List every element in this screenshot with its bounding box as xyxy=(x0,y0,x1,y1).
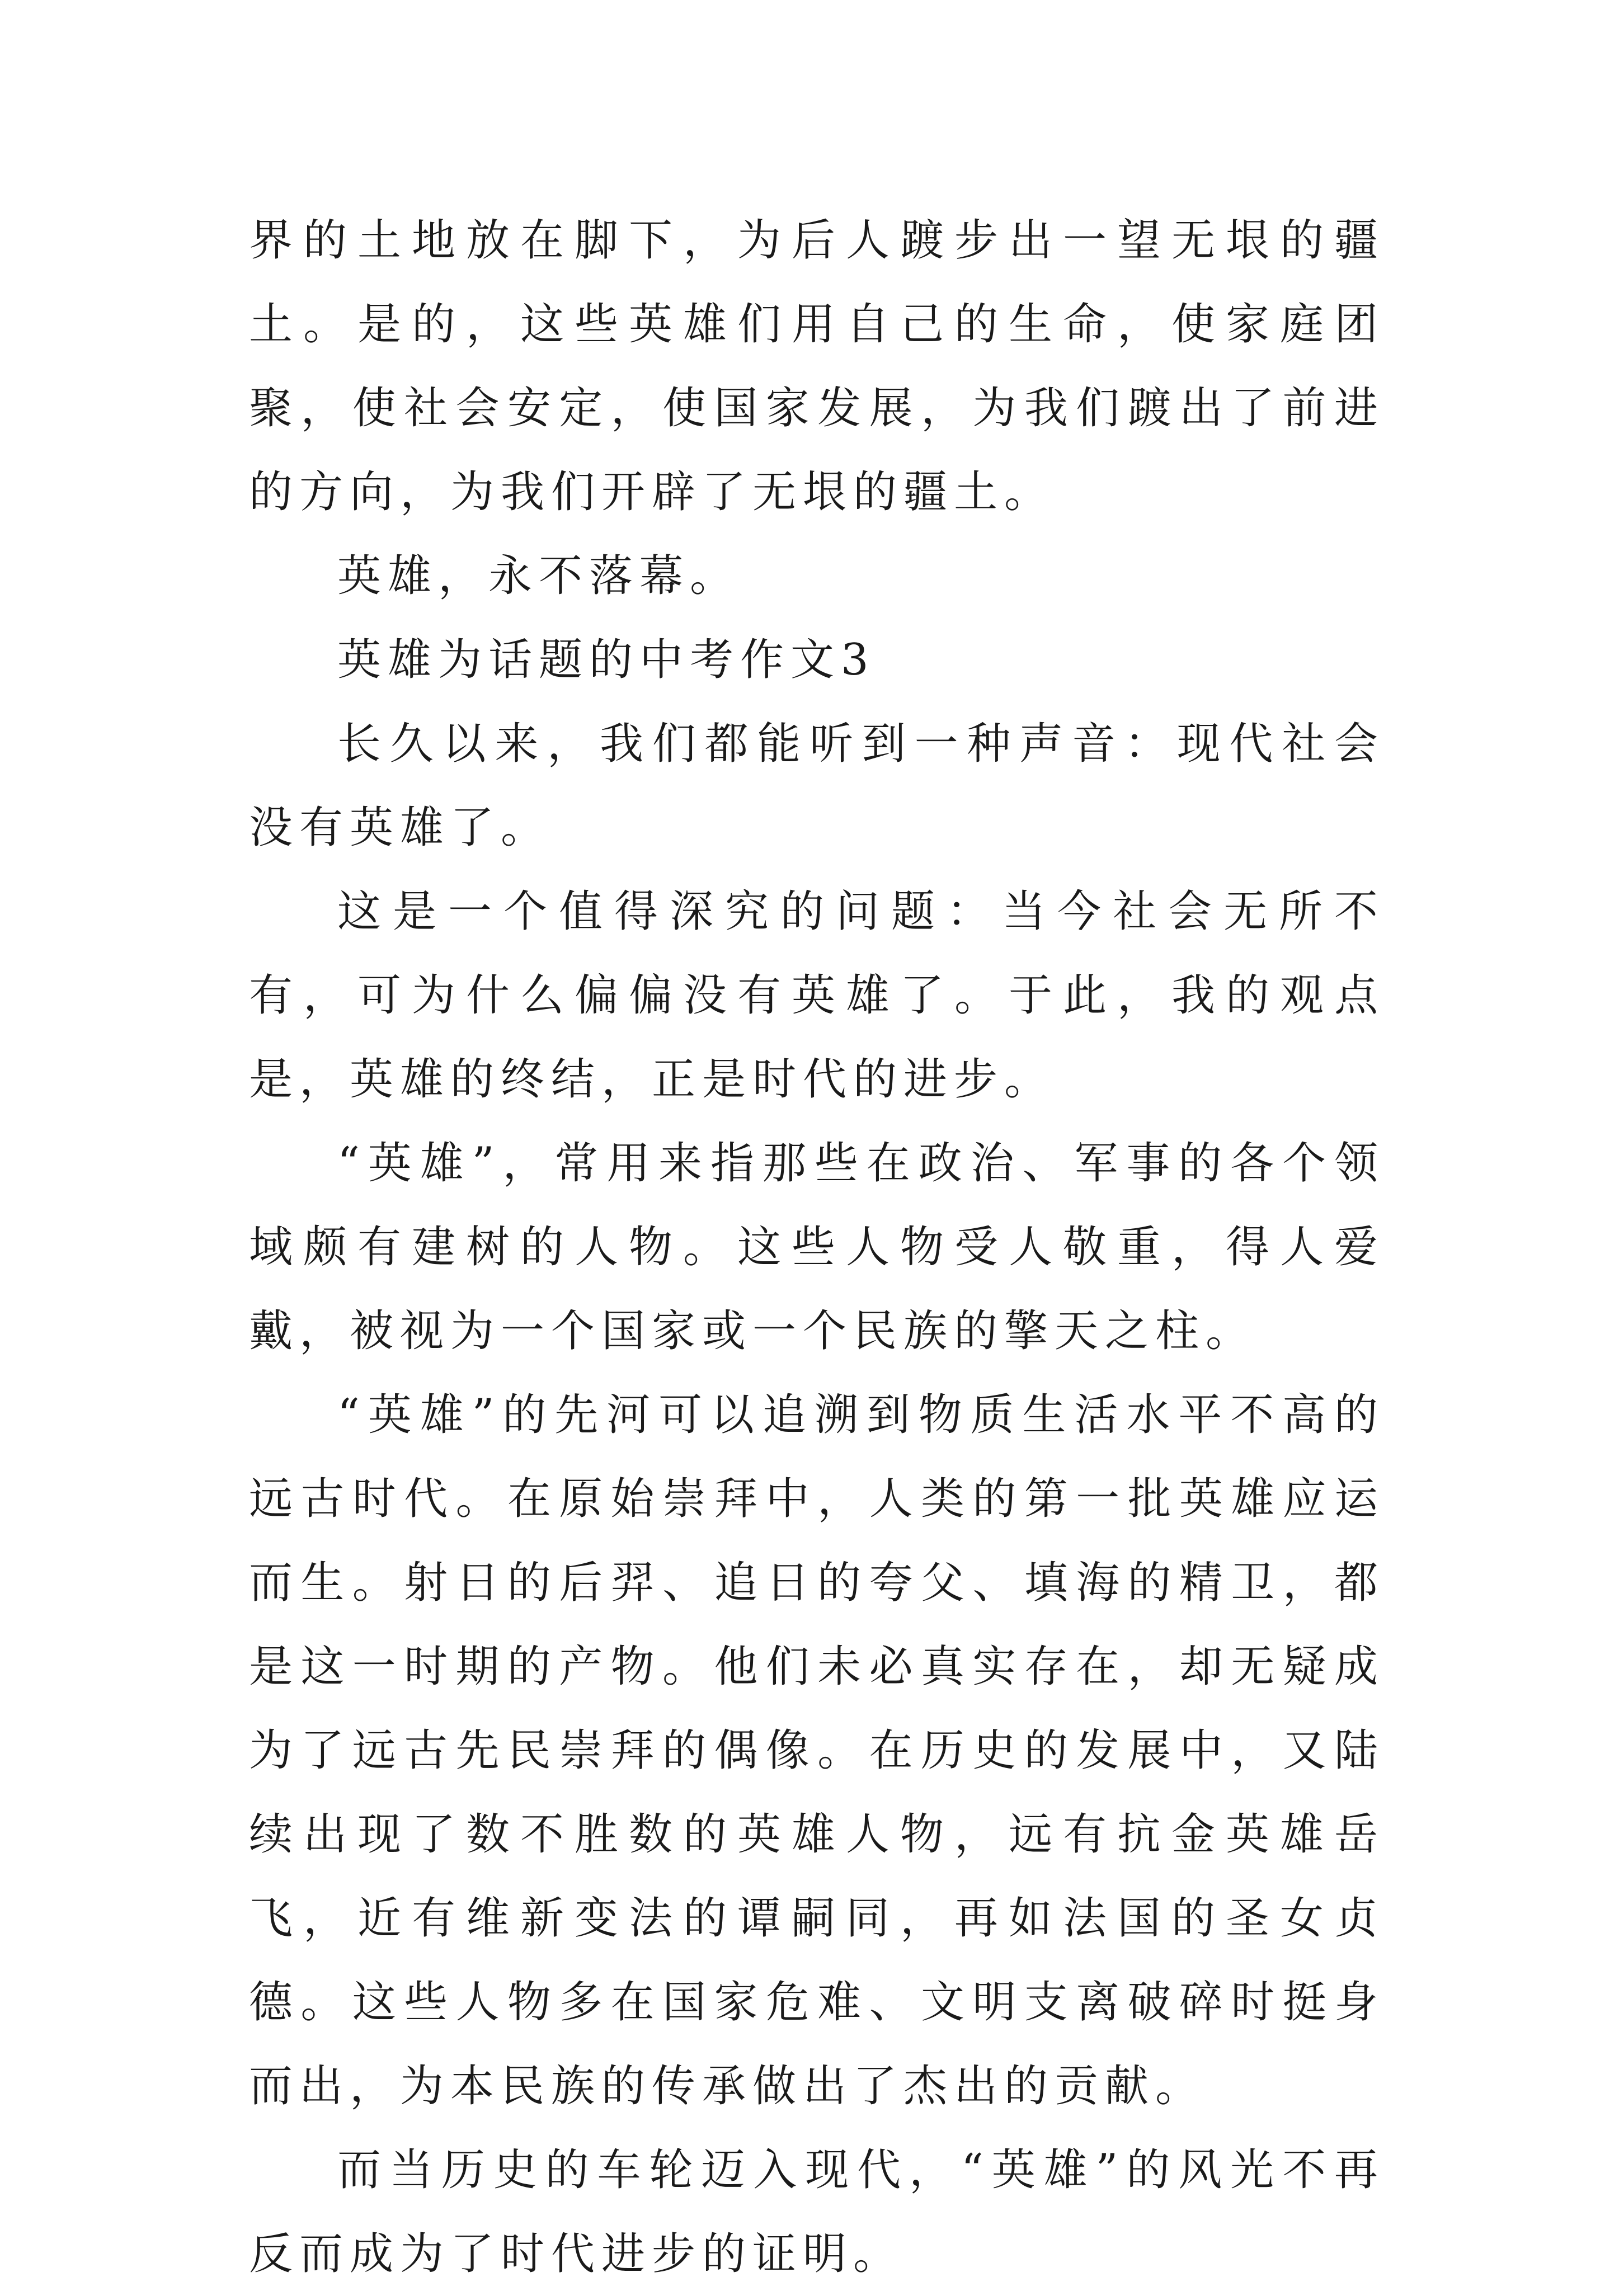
paragraph-1: 界的土地放在脚下，为后人踱步出一望无垠的疆土。是的，这些英雄们用自己的生命，使家庭团聚，使社会安定，使国家发展，为我们踱出了前进的方向，为我们开辟了无垠的疆土。 xyxy=(249,215,1385,517)
paragraph-6: “英雄”，常用来指那些在政治、军事的各个领域颇有建树的人物。这些人物受人敬重，得人爱戴，被视为一个国家或一个民族的擎天之柱。 xyxy=(249,1138,1385,1356)
paragraph-4: 长久以来，我们都能听到一种声音：现代社会没有英雄了。 xyxy=(249,719,1385,853)
paragraph-8: 而当历史的车轮迈入现代，“英雄”的风光不再反而成为了时代进步的证明。 xyxy=(249,2145,1385,2279)
paragraph-7: “英雄”的先河可以追溯到物质生活水平不高的远古时代。在原始崇拜中，人类的第一批英雄应运而生。射日的后羿、追日的夸父、填海的精卫，都是这一时期的产物。他们未必真实存在，却无疑成为了远古先民崇拜的偶像。在历史的发展中，又陆续出现了数不胜数的英雄人物，远有抗金英雄岳飞，近有维新变法的谭嗣同，再如法国的圣女贞德。这些人物多在国家危难、文明支离破碎时挺身而出，为本民族的传承做出了杰出的贡献。 xyxy=(249,1390,1385,2111)
text-body xyxy=(249,199,1385,2296)
paragraph-2: 英雄，永不落幕。 xyxy=(337,551,741,601)
essay-heading: 英雄为话题的中考作文3 xyxy=(337,635,876,685)
paragraph-5: 这是一个值得深究的问题：当今社会无所不有，可为什么偏偏没有英雄了。于此，我的观点是，英雄的终结，正是时代的进步。 xyxy=(249,887,1385,1105)
